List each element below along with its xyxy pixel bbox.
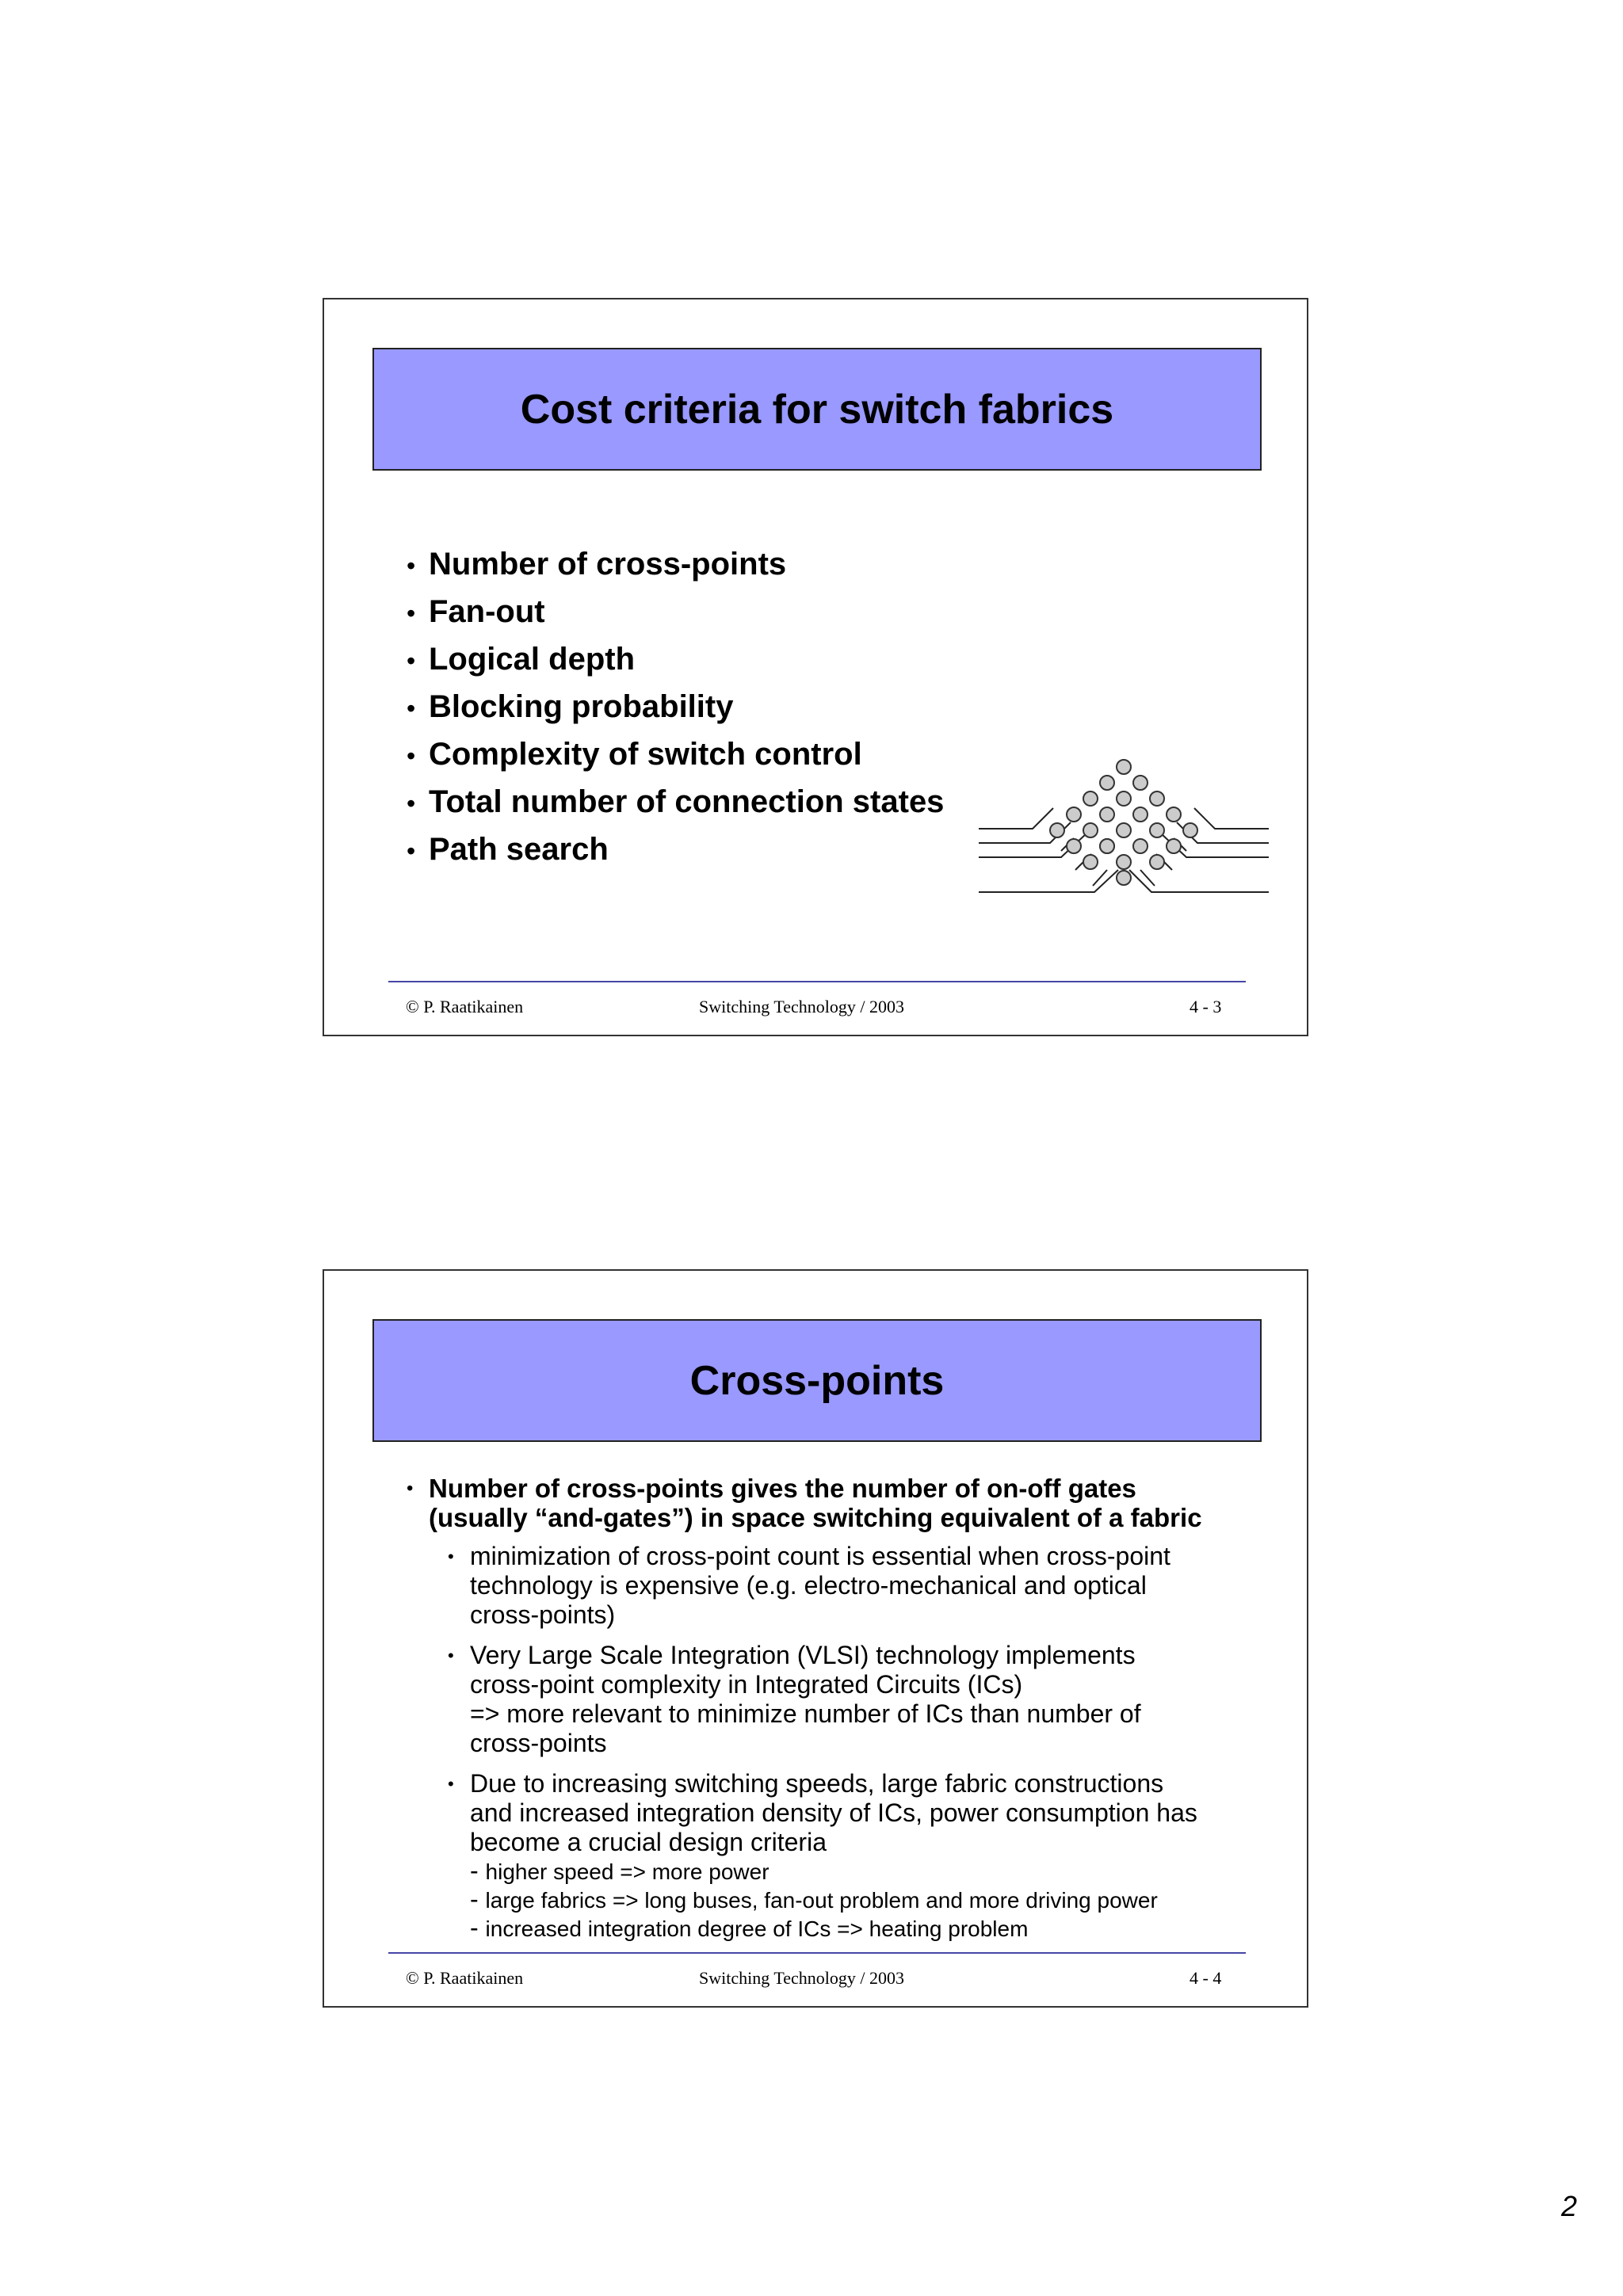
list-item: • Fan-out: [407, 588, 944, 635]
footer-course: Switching Technology / 2003: [699, 1968, 904, 1988]
list-item: • Path search: [407, 826, 944, 873]
bullet-icon: •: [407, 789, 416, 818]
footer-author: © P. Raatikainen: [406, 997, 524, 1016]
bullet-icon: •: [448, 1774, 454, 1794]
footer-slide-number: 4 - 3: [1190, 997, 1222, 1016]
sub-bullet-line: Due to increasing switching speeds, large fabric constructions: [470, 1769, 1164, 1798]
slide-title-box: [372, 1319, 1262, 1442]
slide-cross-points: [323, 1269, 1308, 2008]
crosspoint-diamond-diagram: [979, 759, 1270, 1234]
list-item: • Complexity of switch control: [407, 730, 944, 778]
slide-title-box: [372, 348, 1262, 471]
sub-bullet-line: and increased integration density of ICs, power consumption has: [470, 1798, 1197, 1827]
footer-author: © P. Raatikainen: [406, 1968, 524, 1988]
bullet-icon: •: [407, 646, 416, 675]
detail-line: - large fabrics => long buses, fan-out problem and more driving power: [470, 1885, 1158, 1913]
sub-bullet-line: => more relevant to minimize number of ICs than number of: [470, 1699, 1141, 1728]
bullet-icon: •: [448, 1547, 454, 1566]
bullet-icon: •: [407, 694, 416, 723]
list-item: • Total number of connection states: [407, 778, 944, 826]
sub-bullet-line: become a crucial design criteria: [470, 1828, 827, 1856]
slide-title: Cost criteria for switch fabrics: [520, 386, 1114, 433]
footer-divider: [388, 981, 1246, 982]
sub-bullet-line: cross-point complexity in Integrated Circuits (ICs): [470, 1670, 1023, 1699]
sub-bullet-line: cross-points): [470, 1600, 616, 1629]
sub-bullet: [448, 1641, 1286, 1758]
sub-bullet: [448, 1769, 1286, 1943]
sub-bullet-line: cross-points: [470, 1729, 607, 1757]
bullet-icon: •: [448, 1646, 454, 1665]
footer-divider: [388, 1952, 1246, 1954]
main-bullet: [407, 1474, 1286, 1532]
list-item: • Logical depth: [407, 635, 944, 683]
detail-line: - increased integration degree of ICs => heating problem: [470, 1913, 1029, 1942]
main-bullet-line: (usually “and-gates”) in space switching equivalent of a fabric: [429, 1503, 1202, 1532]
cross-points-content: [407, 1474, 1286, 1943]
sub-bullet-line: Very Large Scale Integration (VLSI) technology implements: [470, 1641, 1136, 1669]
list-item: • Blocking probability: [407, 683, 944, 730]
main-bullet-line: Number of cross-points gives the number of on-off gates: [429, 1474, 1136, 1503]
sub-bullet-list: [448, 1542, 1286, 1943]
bullet-icon: •: [407, 742, 416, 770]
sub-bullet: [448, 1542, 1286, 1630]
slide-cost-criteria: [323, 298, 1308, 1036]
bullet-icon: •: [407, 551, 416, 580]
list-item: • Number of cross-points: [407, 540, 944, 588]
page-number: 2: [1561, 2190, 1578, 2222]
bullet-icon: •: [407, 837, 416, 865]
criteria-list: [407, 540, 944, 873]
detail-line: - higher speed => more power: [470, 1856, 769, 1885]
bullet-icon: •: [407, 599, 416, 627]
slide-title: Cross-points: [689, 1357, 945, 1404]
bullet-icon: •: [407, 1478, 414, 1499]
footer-course: Switching Technology / 2003: [699, 997, 904, 1016]
footer-slide-number: 4 - 4: [1190, 1968, 1222, 1988]
sub-bullet-line: minimization of cross-point count is essential when cross-point: [470, 1542, 1170, 1570]
sub-bullet-line: technology is expensive (e.g. electro-mechanical and optical: [470, 1571, 1147, 1600]
